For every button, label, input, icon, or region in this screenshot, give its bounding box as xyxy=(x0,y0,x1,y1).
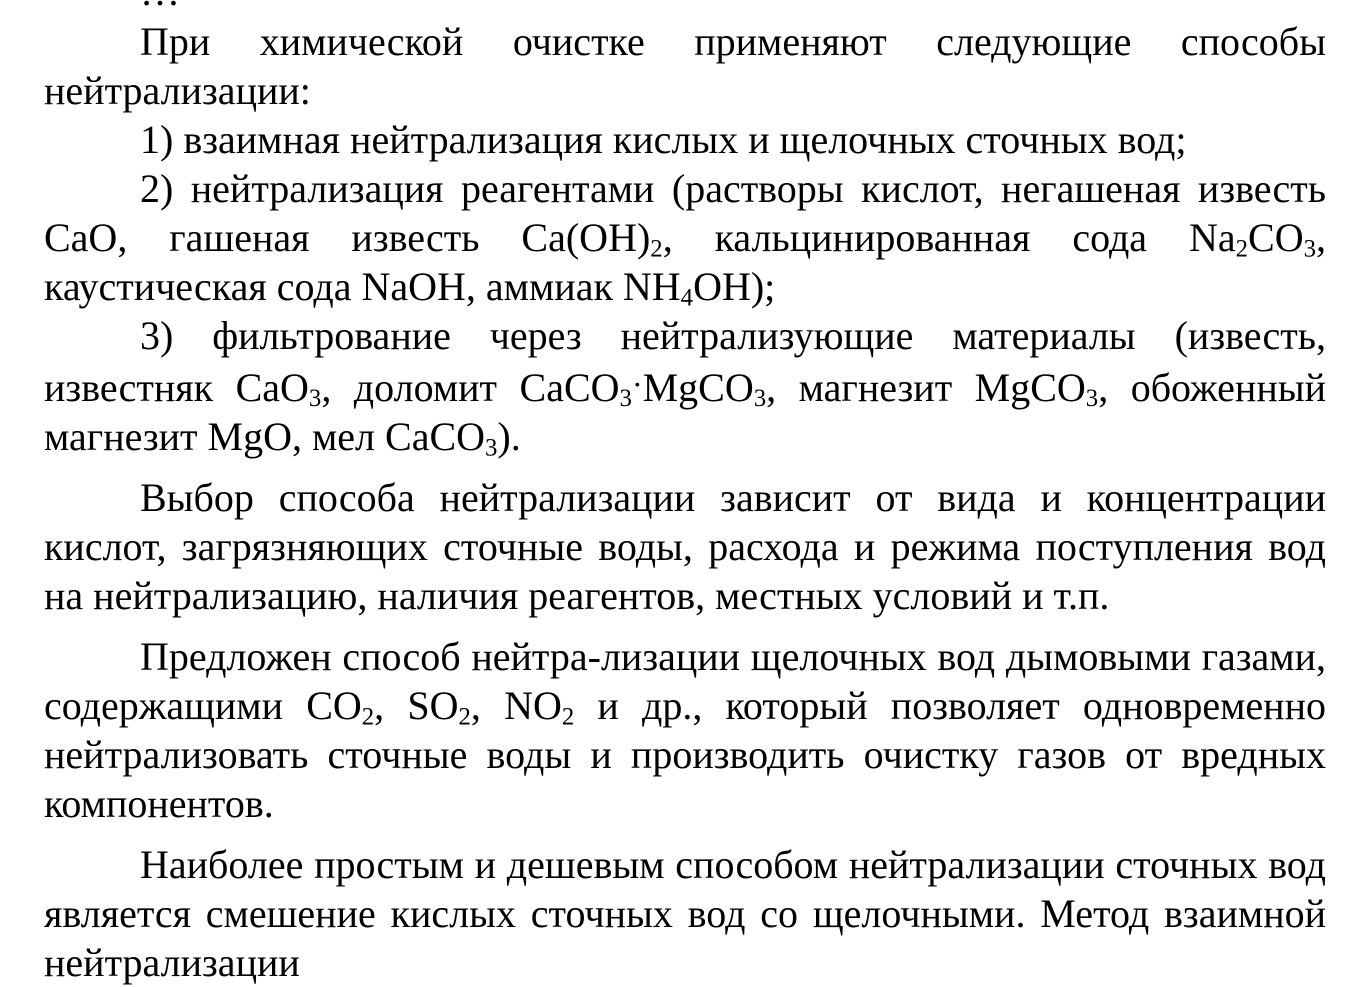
subscript: 2 xyxy=(361,703,375,731)
subscript: 3 xyxy=(753,385,767,413)
choice-paragraph: Выбор способа нейтрализации зависит от вида и концентрации кислот, загрязняющих сточные воды, расхода и режима поступления вод на нейтрализацию, наличия реагентов, местных условий и т.п. xyxy=(44,474,1326,618)
list-item-3 xyxy=(44,311,1326,461)
text-run: , NO xyxy=(470,682,562,728)
text-run: , обоженный магнезит MgO, мел CaCO xyxy=(44,364,1327,459)
text-run: 2) нейтрализация реагентами (растворы кислот, негашеная известь CaO, гашеная известь Ca(OH) xyxy=(44,166,1326,260)
subscript: 2 xyxy=(561,703,575,731)
subscript: 3 xyxy=(619,385,632,413)
subscript: 3 xyxy=(1085,385,1099,413)
text-run: , магнезит MgCO xyxy=(766,364,1086,410)
document-page xyxy=(44,0,1327,985)
text-run: OH); xyxy=(693,264,776,309)
cut-off-line xyxy=(44,0,1326,8)
subscript: 3 xyxy=(1303,235,1317,263)
subscript: 2 xyxy=(458,703,471,731)
cut-off-text xyxy=(140,0,180,16)
list-item-2 xyxy=(44,164,1326,311)
middle-dot: · xyxy=(631,366,643,402)
flue-gas-paragraph xyxy=(44,632,1326,828)
text-run: ). xyxy=(497,413,521,459)
text-run: , доломит CaCO xyxy=(321,364,620,410)
subscript: 3 xyxy=(485,434,498,462)
text-run: , SO xyxy=(374,682,459,728)
text-run: и др., который позволяет одновременно нейтрализовать сточные воды и производить очистку газов от вредных компонентов. xyxy=(44,682,1326,826)
text-run: 3) фильтрование через нейтрализующие материалы (известь, известняк CaO xyxy=(44,313,1326,410)
intro-paragraph: При химической очистке применяют следующие способы нейтрализации: xyxy=(44,19,1326,113)
text-run: CO xyxy=(1248,215,1304,260)
text-run: , каустическая сода NaOH, аммиак NH xyxy=(44,215,1327,309)
text-run: MgCO xyxy=(642,364,754,410)
subscript: 4 xyxy=(680,284,694,312)
text-run: , кальцинированная сода Na xyxy=(662,215,1236,260)
mixing-paragraph: Наиболее простым и дешевым способом нейтрализации сточных вод является смешение кислых сточных вод со щелочными. Метод взаимной нейтрализации xyxy=(44,841,1326,985)
subscript: 2 xyxy=(1235,235,1249,263)
list-item-1: 1) взаимная нейтрализация кислых и щелочных сточных вод; xyxy=(140,117,1187,162)
text-run: Предложен способ нейтра-лизации щелочных вод дымовыми газами, содержащими CO xyxy=(44,633,1326,728)
subscript: 3 xyxy=(308,385,322,413)
subscript: 2 xyxy=(650,235,663,263)
